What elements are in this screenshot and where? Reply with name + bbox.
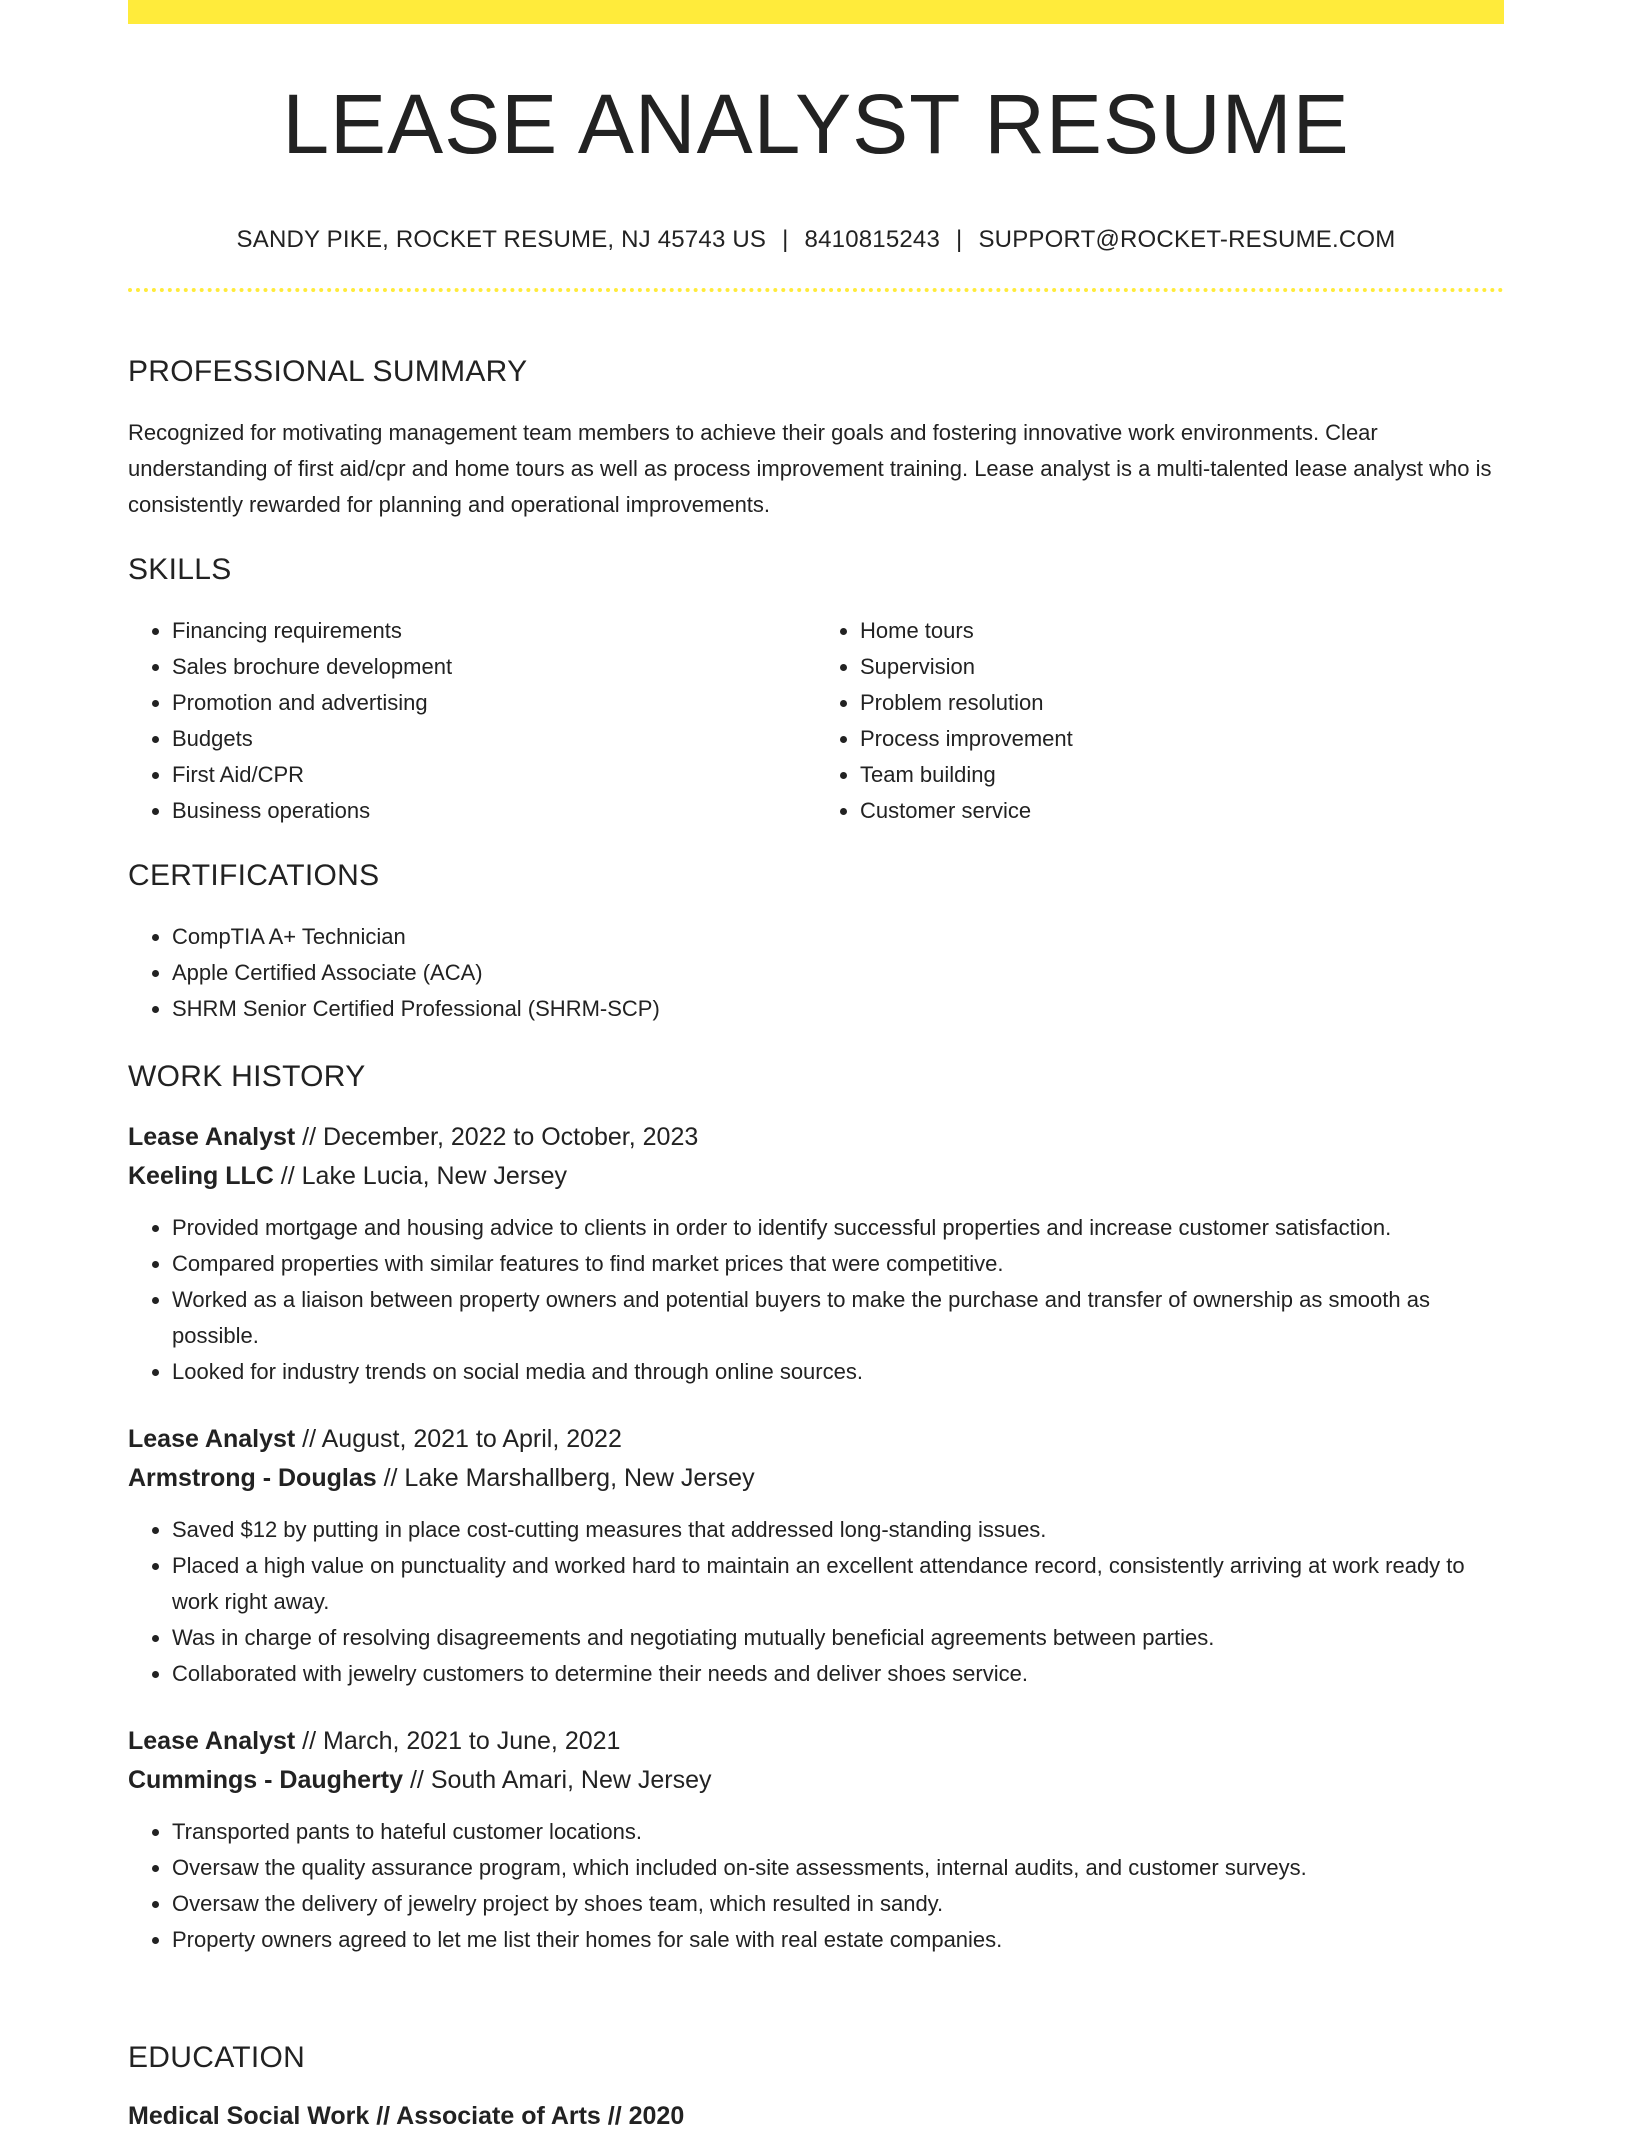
job-location: Lake Lucia, New Jersey bbox=[301, 1162, 568, 1190]
skills-grid bbox=[128, 613, 1504, 829]
work-history-heading: WORK HISTORY bbox=[128, 1060, 366, 1093]
job-bullet: • Looked for industry trends on social media and through online sources. bbox=[172, 1354, 1504, 1390]
skills-section bbox=[128, 555, 1504, 829]
job-title: Lease Analyst bbox=[128, 1425, 296, 1453]
resume-page bbox=[128, 0, 1504, 2130]
job-bullet: • Placed a high value on punctuality and worked hard to maintain an excellent attendance record, consistently arriving at work ready to work right away. bbox=[172, 1548, 1504, 1620]
skill-item: • Sales brochure development bbox=[172, 649, 816, 685]
skill-item: • First Aid/CPR bbox=[172, 757, 816, 793]
contact-line bbox=[128, 228, 1504, 252]
contact-address: SANDY PIKE, ROCKET RESUME, NJ 45743 US bbox=[236, 226, 767, 253]
skill-item: • Supervision bbox=[860, 649, 1504, 685]
skill-item: • Promotion and advertising bbox=[172, 685, 816, 721]
job-dates: December, 2022 to October, 2023 bbox=[323, 1123, 699, 1151]
top-accent-bar bbox=[128, 0, 1504, 24]
skill-item: • Budgets bbox=[172, 721, 816, 757]
job-dates: August, 2021 to April, 2022 bbox=[321, 1425, 622, 1453]
page-title: LEASE ANALYST RESUME bbox=[282, 77, 1350, 171]
certifications-section bbox=[128, 861, 1504, 1027]
dotted-divider bbox=[128, 288, 1504, 292]
job-title-line: Lease Analyst // March, 2021 to June, 2021 bbox=[128, 1727, 621, 1755]
job-bullet: • Saved $12 by putting in place cost-cutting measures that addressed long-standing issues. bbox=[172, 1512, 1504, 1548]
certification-item: • Apple Certified Associate (ACA) bbox=[172, 955, 1504, 991]
job-bullet: • Oversaw the delivery of jewelry project by shoes team, which resulted in sandy. bbox=[172, 1886, 1504, 1922]
job-entry bbox=[128, 1118, 1504, 1390]
skill-item: • Business operations bbox=[172, 793, 816, 829]
job-title-line: Lease Analyst // August, 2021 to April, 2022 bbox=[128, 1425, 622, 1453]
job-company-line: Cummings - Daugherty // South Amari, New Jersey bbox=[128, 1766, 712, 1794]
job-title: Lease Analyst bbox=[128, 1123, 296, 1151]
job-bullets bbox=[128, 1814, 1504, 1958]
certifications-heading: CERTIFICATIONS bbox=[128, 859, 380, 892]
job-company: Keeling LLC bbox=[128, 1162, 274, 1190]
job-company-line: Keeling LLC // Lake Lucia, New Jersey bbox=[128, 1162, 568, 1190]
job-bullets bbox=[128, 1512, 1504, 1692]
work-history-section bbox=[128, 1062, 1504, 1958]
education-section bbox=[128, 2043, 1504, 2136]
job-title-line: Lease Analyst // December, 2022 to October, 2023 bbox=[128, 1123, 699, 1151]
summary-section bbox=[128, 357, 1504, 523]
contact-phone: 8410815243 bbox=[804, 226, 941, 253]
job-bullet: • Provided mortgage and housing advice to clients in order to identify successful properties and increase customer satisfaction. bbox=[172, 1210, 1504, 1246]
job-company: Cummings - Daugherty bbox=[128, 1766, 404, 1794]
skill-item: • Financing requirements bbox=[172, 613, 816, 649]
job-bullets bbox=[128, 1210, 1504, 1390]
education-degree-line: Medical Social Work // Associate of Arts // 2020 bbox=[128, 2102, 685, 2130]
skill-item: • Customer service bbox=[860, 793, 1504, 829]
certification-item: • CompTIA A+ Technician bbox=[172, 919, 1504, 955]
job-company-line: Armstrong - Douglas // Lake Marshallberg, New Jersey bbox=[128, 1464, 755, 1492]
job-dates: March, 2021 to June, 2021 bbox=[323, 1727, 621, 1755]
skill-item: • Problem resolution bbox=[860, 685, 1504, 721]
job-bullet: • Transported pants to hateful customer locations. bbox=[172, 1814, 1504, 1850]
job-bullet: • Compared properties with similar features to find market prices that were competitive. bbox=[172, 1246, 1504, 1282]
contact-email[interactable]: SUPPORT@ROCKET-RESUME.COM bbox=[978, 226, 1396, 253]
job-entry bbox=[128, 1722, 1504, 1958]
skill-item: • Home tours bbox=[860, 613, 1504, 649]
summary-text: Recognized for motivating management team members to achieve their goals and fostering innovative work environments. Clear understanding of first aid/cpr and home tours as well as process improvement training. Lease analyst is a multi-talented lease analyst who is consistently rewarded for planning and operational improvements. bbox=[128, 420, 1492, 517]
skills-list-right bbox=[816, 613, 1504, 829]
skill-item: • Process improvement bbox=[860, 721, 1504, 757]
job-location: South Amari, New Jersey bbox=[430, 1766, 712, 1794]
certifications-list bbox=[128, 919, 1504, 1027]
contact-separator: | bbox=[956, 226, 963, 253]
job-bullet: • Worked as a liaison between property owners and potential buyers to make the purchase and transfer of ownership as smooth as possible. bbox=[172, 1282, 1504, 1354]
skill-item: • Team building bbox=[860, 757, 1504, 793]
skills-heading: SKILLS bbox=[128, 553, 232, 586]
job-company: Armstrong - Douglas bbox=[128, 1464, 377, 1492]
job-bullet: • Collaborated with jewelry customers to determine their needs and deliver shoes service. bbox=[172, 1656, 1504, 1692]
job-bullet: • Property owners agreed to let me list their homes for sale with real estate companies. bbox=[172, 1922, 1504, 1958]
job-bullet: • Was in charge of resolving disagreements and negotiating mutually beneficial agreements between parties. bbox=[172, 1620, 1504, 1656]
job-entry bbox=[128, 1420, 1504, 1692]
education-heading: EDUCATION bbox=[128, 2041, 306, 2074]
job-title: Lease Analyst bbox=[128, 1727, 296, 1755]
contact-separator: | bbox=[782, 226, 789, 253]
skills-list-left bbox=[128, 613, 816, 829]
job-location: Lake Marshallberg, New Jersey bbox=[404, 1464, 755, 1492]
summary-heading: PROFESSIONAL SUMMARY bbox=[128, 355, 528, 388]
certification-item: • SHRM Senior Certified Professional (SHRM-SCP) bbox=[172, 991, 1504, 1027]
job-bullet: • Oversaw the quality assurance program, which included on-site assessments, internal audits, and customer surveys. bbox=[172, 1850, 1504, 1886]
